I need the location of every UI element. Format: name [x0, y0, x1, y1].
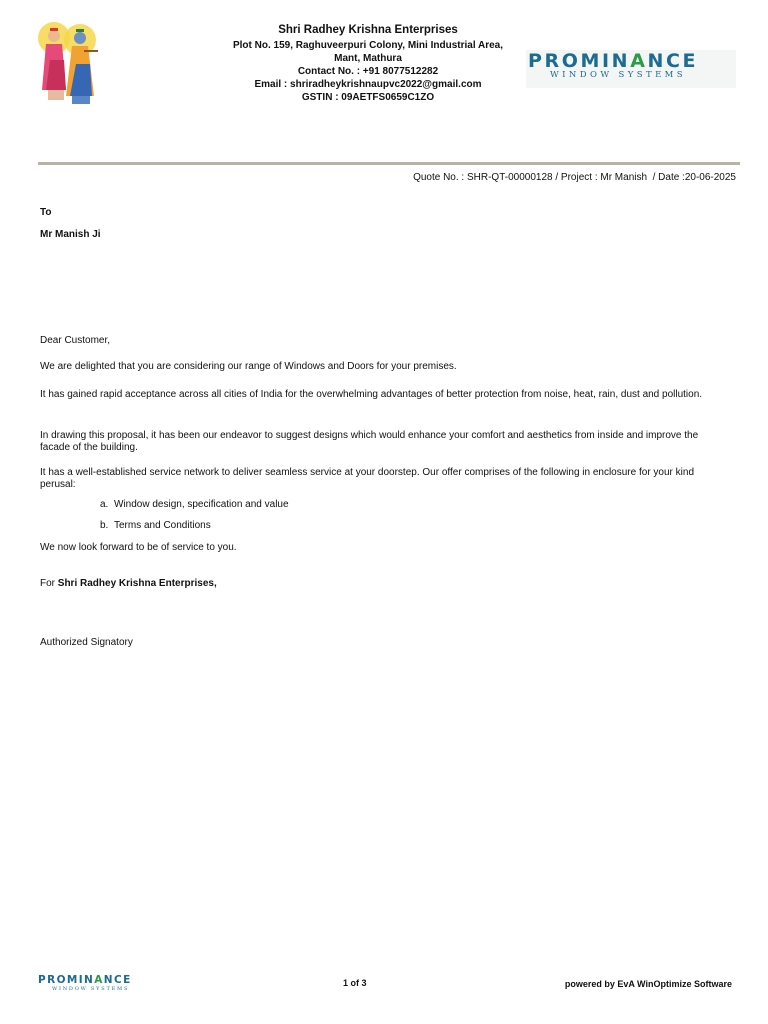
company-header: [200, 24, 536, 104]
for-company-line: For Shri Radhey Krishna Enterprises,: [40, 578, 217, 589]
email-address: Email : shriradheykrishnaupvc2022@gmail.com: [254, 79, 482, 90]
logo-wordmark: PROMINANCE: [528, 50, 699, 72]
address-line-1: Plot No. 159, Raghuveerpuri Colony, Mini Industrial Area,: [232, 40, 504, 51]
footer-logo: PROMINANCE WINDOW SYSTEMS: [38, 974, 132, 992]
paragraph-2: It has gained rapid acceptance across all cities of India for the overwhelming advantages of better protection from noise, heat, rain, dust and pollution.: [40, 389, 703, 400]
deity-image: [36, 20, 104, 108]
quote-line: Quote No. : SHR-QT-00000128 / Project : Mr Manish / Date :20-06-2025: [413, 172, 736, 183]
paragraph-1: We are delighted that you are considering our range of Windows and Doors for your premises.: [40, 361, 457, 372]
closing-line: We now look forward to be of service to you.: [40, 542, 237, 553]
powered-by: powered by EvA WinOptimize Software: [564, 979, 732, 989]
paragraph-3: In drawing this proposal, it has been our endeavor to suggest designs which would enhance your comfort and aesthetics from inside and improve the facade of the building.: [40, 430, 699, 453]
list-item: b. Terms and Conditions: [100, 520, 211, 531]
company-name: Shri Radhey Krishna Enterprises: [278, 24, 458, 36]
recipient-name: Mr Manish Ji: [40, 229, 101, 240]
gstin: GSTIN : 09AETFS0659C1ZO: [301, 92, 435, 103]
contact-number: Contact No. : +91 8077512282: [297, 66, 439, 77]
logo-subtitle: WINDOW SYSTEMS: [550, 70, 687, 80]
authorized-signatory: Authorized Signatory: [40, 637, 133, 648]
prominance-logo: [526, 50, 736, 88]
header-divider: [38, 162, 740, 165]
list-item: a. Window design, specification and value: [100, 499, 289, 510]
paragraph-4: It has a well-established service network to deliver seamless service at your doorstep. Our offer comprises of the following in enclosure for your kind perusal:: [40, 467, 695, 490]
to-label: To: [40, 207, 52, 218]
salutation: Dear Customer,: [40, 335, 111, 346]
address-line-2: Mant, Mathura: [334, 53, 402, 64]
page-number: 1 of 3: [343, 978, 367, 988]
